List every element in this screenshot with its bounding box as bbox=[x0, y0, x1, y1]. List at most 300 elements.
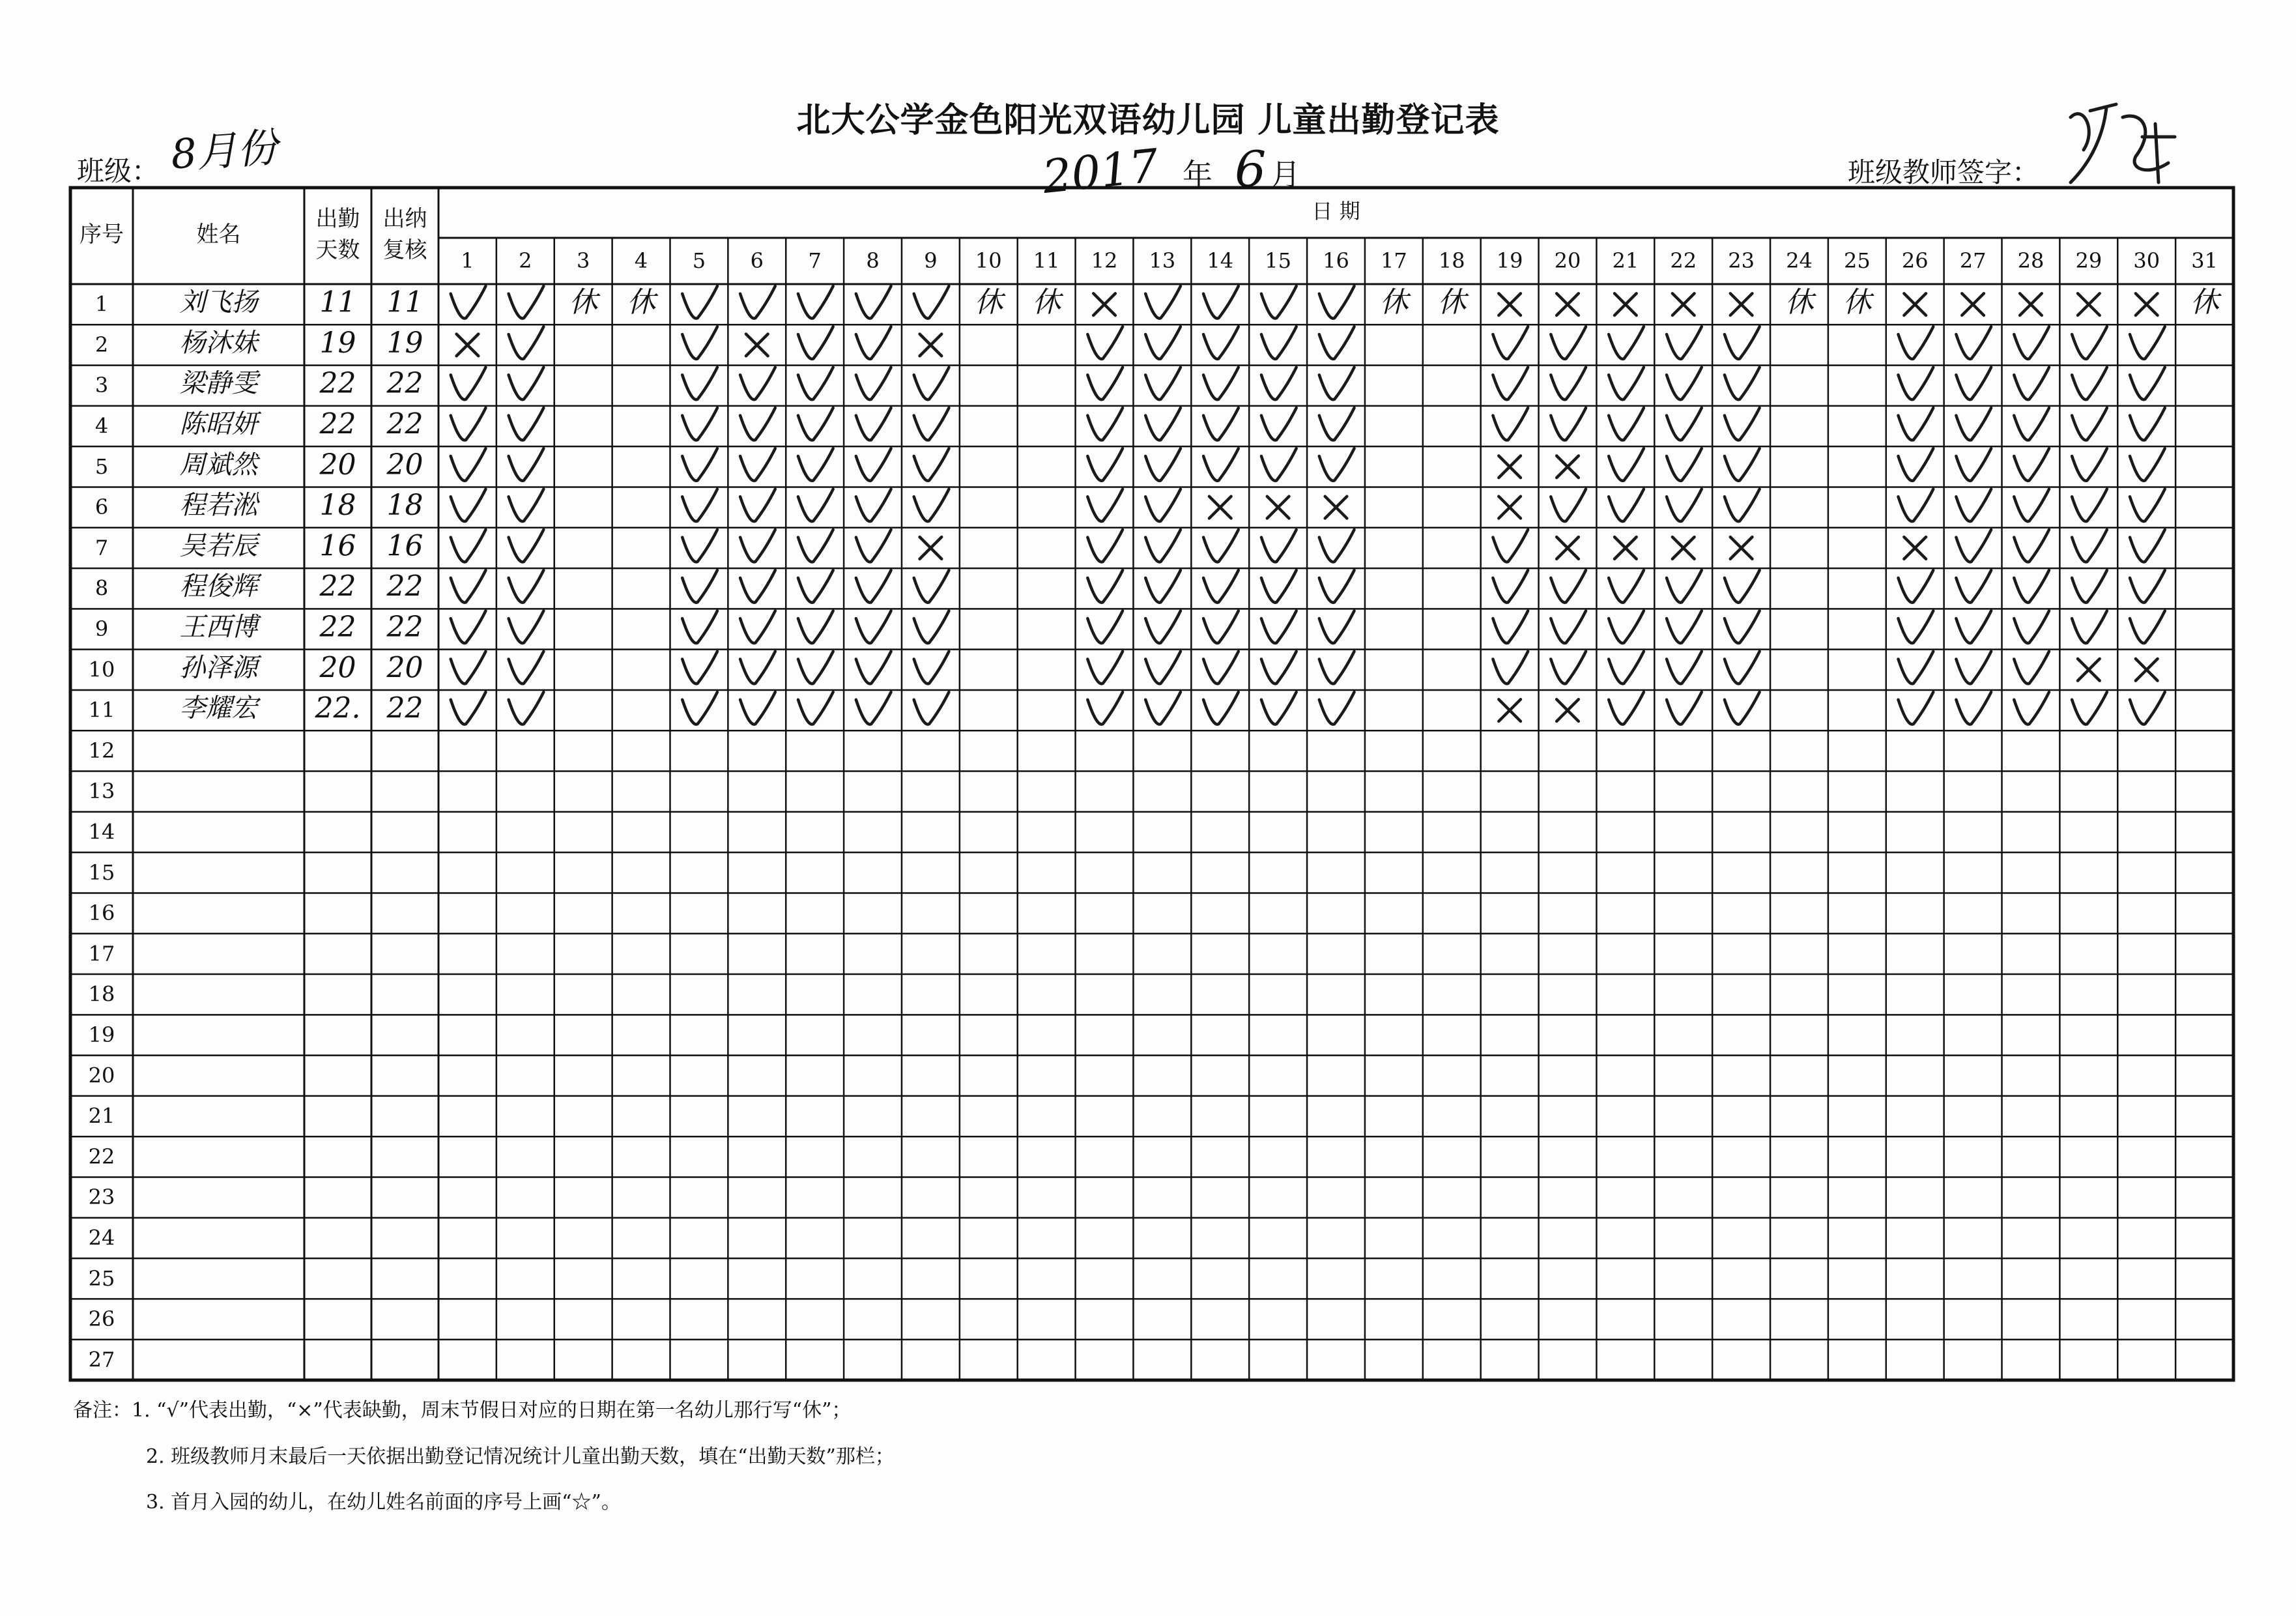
attend-days-value: 20 bbox=[319, 651, 356, 685]
day-number: 22 bbox=[1670, 248, 1697, 273]
check-mark bbox=[1956, 652, 1991, 684]
day-number: 17 bbox=[1381, 248, 1407, 273]
day-number: 27 bbox=[1959, 248, 1987, 273]
check-mark bbox=[1145, 570, 1181, 603]
check-mark bbox=[682, 611, 717, 643]
review-value: 18 bbox=[386, 489, 423, 523]
rest-day-mark: 休 bbox=[1785, 285, 1814, 319]
note-2: 2. 班级教师月末最后一天依据出勤登记情况统计儿童出勤天数，填在“出勤天数”那栏； bbox=[146, 1445, 895, 1468]
check-mark bbox=[798, 489, 833, 522]
check-mark bbox=[1493, 611, 1528, 643]
check-mark bbox=[451, 408, 486, 440]
review-value: 22 bbox=[386, 367, 423, 401]
check-mark bbox=[1261, 448, 1297, 481]
check-mark bbox=[1899, 326, 1934, 359]
day-number: 14 bbox=[1207, 248, 1234, 273]
check-mark bbox=[451, 286, 486, 319]
check-mark bbox=[682, 489, 717, 522]
check-mark bbox=[451, 652, 486, 684]
check-mark bbox=[740, 286, 775, 319]
check-mark bbox=[798, 448, 833, 481]
check-mark bbox=[1899, 408, 1934, 440]
check-mark bbox=[1609, 448, 1644, 481]
check-mark bbox=[682, 326, 717, 359]
attend-days-value: 18 bbox=[319, 489, 356, 523]
check-mark bbox=[2014, 692, 2049, 725]
review-value: 22 bbox=[386, 570, 423, 603]
check-mark bbox=[509, 326, 544, 359]
absent-mark bbox=[1499, 497, 1521, 519]
check-mark bbox=[1609, 368, 1644, 400]
check-mark bbox=[740, 611, 775, 643]
check-mark bbox=[1493, 408, 1528, 440]
check-mark bbox=[740, 692, 775, 725]
absent-mark bbox=[1267, 497, 1289, 519]
absent-mark bbox=[1672, 293, 1695, 315]
rest-day-mark: 休 bbox=[1437, 285, 1467, 319]
check-mark bbox=[914, 448, 949, 481]
check-mark bbox=[682, 408, 717, 440]
check-mark bbox=[2014, 611, 2049, 643]
day-number: 16 bbox=[1323, 248, 1349, 273]
check-mark bbox=[1956, 530, 1991, 562]
day-number: 20 bbox=[1554, 248, 1581, 273]
check-mark bbox=[2014, 368, 2049, 400]
check-mark bbox=[1493, 652, 1528, 684]
note-3: 3. 首月入园的幼儿，在幼儿姓名前面的序号上画“☆”。 bbox=[146, 1491, 621, 1514]
day-number: 23 bbox=[1728, 248, 1755, 273]
row-number: 17 bbox=[88, 941, 115, 966]
check-mark bbox=[1203, 611, 1239, 643]
check-mark bbox=[1899, 368, 1934, 400]
check-mark bbox=[2072, 530, 2107, 562]
check-mark bbox=[1203, 692, 1239, 725]
check-mark bbox=[509, 368, 544, 400]
attend-days-value: 20 bbox=[319, 448, 356, 482]
check-mark bbox=[856, 692, 891, 725]
check-mark bbox=[1087, 570, 1123, 603]
day-number: 29 bbox=[2075, 248, 2102, 273]
day-number: 2 bbox=[519, 248, 532, 273]
check-mark bbox=[914, 611, 949, 643]
check-mark bbox=[2130, 368, 2165, 400]
check-mark bbox=[682, 368, 717, 400]
child-name: 程若淞 bbox=[179, 490, 258, 521]
rest-day-mark: 休 bbox=[1379, 285, 1409, 319]
child-name: 吴若辰 bbox=[179, 530, 258, 561]
absent-mark bbox=[1672, 537, 1695, 559]
absent-mark bbox=[1557, 456, 1579, 478]
check-mark bbox=[1261, 326, 1297, 359]
review-value: 20 bbox=[386, 448, 423, 482]
attend-days-value: 22. bbox=[315, 691, 361, 725]
check-mark bbox=[856, 448, 891, 481]
check-mark bbox=[740, 570, 775, 603]
check-mark bbox=[451, 611, 486, 643]
check-mark bbox=[856, 570, 891, 603]
check-mark bbox=[1319, 530, 1355, 562]
check-mark bbox=[740, 408, 775, 440]
row-number: 27 bbox=[88, 1347, 115, 1372]
check-mark bbox=[1087, 489, 1123, 522]
check-mark bbox=[1145, 368, 1181, 400]
check-mark bbox=[1667, 692, 1702, 725]
check-mark bbox=[2130, 408, 2165, 440]
check-mark bbox=[1087, 408, 1123, 440]
header-name: 姓名 bbox=[196, 222, 241, 248]
check-mark bbox=[740, 530, 775, 562]
month-label: 月 bbox=[1270, 157, 1300, 192]
row-number: 24 bbox=[88, 1225, 115, 1250]
rest-day-mark: 休 bbox=[2190, 285, 2219, 319]
check-mark bbox=[798, 408, 833, 440]
row-number: 9 bbox=[94, 616, 109, 642]
check-mark bbox=[2072, 692, 2107, 725]
check-mark bbox=[1145, 489, 1181, 522]
review-value: 22 bbox=[386, 611, 423, 644]
day-number: 13 bbox=[1149, 248, 1176, 273]
absent-mark bbox=[1730, 293, 1753, 315]
check-mark bbox=[856, 286, 891, 319]
check-mark bbox=[740, 448, 775, 481]
header-date-group: 日 期 bbox=[1312, 199, 1360, 224]
check-mark bbox=[2130, 570, 2165, 603]
check-mark bbox=[1261, 286, 1297, 319]
check-mark bbox=[1725, 368, 1760, 400]
check-mark bbox=[2014, 570, 2049, 603]
check-mark bbox=[798, 326, 833, 359]
check-mark bbox=[1551, 326, 1586, 359]
absent-mark bbox=[1904, 293, 1926, 315]
day-number: 11 bbox=[1033, 248, 1060, 273]
day-number: 12 bbox=[1091, 248, 1118, 273]
check-mark bbox=[798, 652, 833, 684]
check-mark bbox=[1956, 448, 1991, 481]
class-label: 班级： bbox=[77, 155, 160, 187]
child-name: 王西博 bbox=[179, 612, 258, 642]
check-mark bbox=[798, 368, 833, 400]
check-mark bbox=[1145, 448, 1181, 481]
check-mark bbox=[1956, 489, 1991, 522]
day-number: 15 bbox=[1265, 248, 1291, 273]
check-mark bbox=[856, 530, 891, 562]
review-value: 16 bbox=[386, 529, 423, 563]
check-mark bbox=[856, 326, 891, 359]
check-mark bbox=[1145, 326, 1181, 359]
check-mark bbox=[1145, 530, 1181, 562]
check-mark bbox=[509, 692, 544, 725]
row-number: 19 bbox=[88, 1022, 115, 1047]
absent-mark bbox=[2136, 659, 2158, 681]
check-mark bbox=[1203, 326, 1239, 359]
row-number: 5 bbox=[94, 454, 109, 479]
check-mark bbox=[1145, 611, 1181, 643]
child-name: 周斌然 bbox=[179, 450, 258, 480]
check-mark bbox=[1319, 611, 1355, 643]
check-mark bbox=[1551, 611, 1586, 643]
check-mark bbox=[451, 692, 486, 725]
check-mark bbox=[1725, 570, 1760, 603]
check-mark bbox=[1899, 692, 1934, 725]
attend-days-value: 22 bbox=[319, 570, 356, 603]
check-mark bbox=[1493, 368, 1528, 400]
child-name: 程俊辉 bbox=[179, 571, 258, 602]
day-number: 3 bbox=[576, 248, 590, 273]
check-mark bbox=[856, 611, 891, 643]
check-mark bbox=[682, 530, 717, 562]
row-number: 10 bbox=[88, 657, 115, 682]
check-mark bbox=[2072, 570, 2107, 603]
check-mark bbox=[2130, 448, 2165, 481]
check-mark bbox=[914, 489, 949, 522]
row-number: 18 bbox=[88, 981, 115, 1007]
attend-days-value: 19 bbox=[319, 326, 356, 360]
check-mark bbox=[1899, 448, 1934, 481]
check-mark bbox=[1319, 570, 1355, 603]
attend-days-value: 22 bbox=[319, 407, 356, 441]
absent-mark bbox=[1557, 293, 1579, 315]
child-name: 陈昭妍 bbox=[179, 409, 258, 440]
attend-days-value: 22 bbox=[319, 367, 356, 401]
check-mark bbox=[798, 692, 833, 725]
check-mark bbox=[2014, 326, 2049, 359]
check-mark bbox=[1145, 652, 1181, 684]
rest-day-mark: 休 bbox=[1843, 285, 1872, 319]
rest-day-mark: 休 bbox=[1032, 285, 1061, 319]
check-mark bbox=[1725, 448, 1760, 481]
check-mark bbox=[1956, 692, 1991, 725]
review-value: 22 bbox=[386, 407, 423, 441]
check-mark bbox=[1261, 368, 1297, 400]
check-mark bbox=[1145, 286, 1181, 319]
check-mark bbox=[914, 652, 949, 684]
teacher-label: 班级教师签字： bbox=[1848, 156, 2040, 188]
check-mark bbox=[1319, 408, 1355, 440]
row-number: 3 bbox=[94, 373, 109, 398]
row-number: 22 bbox=[88, 1144, 115, 1169]
check-mark bbox=[1667, 570, 1702, 603]
check-mark bbox=[798, 286, 833, 319]
absent-mark bbox=[920, 537, 942, 559]
review-value: 11 bbox=[386, 285, 423, 319]
day-number: 30 bbox=[2133, 248, 2160, 273]
absent-mark bbox=[1499, 293, 1521, 315]
check-mark bbox=[1725, 326, 1760, 359]
day-number: 9 bbox=[924, 248, 938, 273]
check-mark bbox=[2130, 326, 2165, 359]
check-mark bbox=[2130, 530, 2165, 562]
check-mark bbox=[1667, 326, 1702, 359]
check-mark bbox=[1609, 611, 1644, 643]
check-mark bbox=[1667, 408, 1702, 440]
check-mark bbox=[856, 408, 891, 440]
absent-mark bbox=[1499, 699, 1521, 721]
check-mark bbox=[682, 286, 717, 319]
check-mark bbox=[1725, 611, 1760, 643]
check-mark bbox=[2072, 368, 2107, 400]
check-mark bbox=[1667, 448, 1702, 481]
row-number: 13 bbox=[88, 779, 115, 804]
check-mark bbox=[740, 368, 775, 400]
check-mark bbox=[451, 489, 486, 522]
row-number: 21 bbox=[88, 1103, 115, 1129]
child-name: 梁静雯 bbox=[179, 368, 258, 399]
check-mark bbox=[1667, 368, 1702, 400]
check-mark bbox=[2072, 489, 2107, 522]
check-mark bbox=[2072, 611, 2107, 643]
check-mark bbox=[682, 570, 717, 603]
header-attend-days: 天数 bbox=[315, 237, 360, 263]
day-number: 18 bbox=[1438, 248, 1465, 273]
check-mark bbox=[1956, 408, 1991, 440]
check-mark bbox=[1956, 611, 1991, 643]
check-mark bbox=[2014, 408, 2049, 440]
check-mark bbox=[1261, 408, 1297, 440]
day-number: 8 bbox=[866, 248, 880, 273]
absent-mark bbox=[1730, 537, 1753, 559]
review-value: 20 bbox=[386, 651, 423, 685]
year-label: 年 bbox=[1183, 157, 1213, 192]
check-mark bbox=[682, 692, 717, 725]
row-number: 11 bbox=[88, 697, 115, 723]
check-mark bbox=[1203, 570, 1239, 603]
check-mark bbox=[1609, 489, 1644, 522]
check-mark bbox=[682, 448, 717, 481]
row-number: 6 bbox=[94, 495, 109, 520]
child-name: 杨沐妹 bbox=[179, 328, 258, 358]
check-mark bbox=[1609, 570, 1644, 603]
absent-mark bbox=[1614, 293, 1637, 315]
check-mark bbox=[1725, 489, 1760, 522]
check-mark bbox=[451, 448, 486, 481]
check-mark bbox=[509, 448, 544, 481]
absent-mark bbox=[1557, 537, 1579, 559]
absent-mark bbox=[2078, 293, 2100, 315]
check-mark bbox=[2014, 489, 2049, 522]
check-mark bbox=[1609, 326, 1644, 359]
check-mark bbox=[1551, 489, 1586, 522]
child-name: 刘飞扬 bbox=[179, 287, 258, 318]
check-mark bbox=[798, 530, 833, 562]
check-mark bbox=[1087, 368, 1123, 400]
check-mark bbox=[1551, 368, 1586, 400]
row-number: 12 bbox=[88, 738, 115, 763]
check-mark bbox=[1319, 326, 1355, 359]
check-mark bbox=[1899, 652, 1934, 684]
check-mark bbox=[1956, 326, 1991, 359]
row-number: 25 bbox=[88, 1265, 115, 1291]
day-number: 7 bbox=[808, 248, 822, 273]
row-number: 7 bbox=[94, 535, 109, 560]
check-mark bbox=[509, 530, 544, 562]
check-mark bbox=[1319, 286, 1355, 319]
day-number: 10 bbox=[975, 248, 1002, 273]
absent-mark bbox=[1962, 293, 1984, 315]
check-mark bbox=[1493, 326, 1528, 359]
child-name: 李耀宏 bbox=[179, 693, 258, 724]
check-mark bbox=[1087, 692, 1123, 725]
check-mark bbox=[1551, 408, 1586, 440]
check-mark bbox=[798, 611, 833, 643]
day-number: 5 bbox=[692, 248, 706, 273]
row-number: 20 bbox=[88, 1063, 115, 1088]
check-mark bbox=[1956, 570, 1991, 603]
check-mark bbox=[1261, 570, 1297, 603]
check-mark bbox=[509, 408, 544, 440]
header-review: 复核 bbox=[382, 237, 427, 263]
day-number: 28 bbox=[2017, 248, 2045, 273]
check-mark bbox=[1261, 652, 1297, 684]
check-mark bbox=[2072, 326, 2107, 359]
row-number: 8 bbox=[94, 575, 109, 601]
check-mark bbox=[914, 286, 949, 319]
row-number: 4 bbox=[94, 413, 109, 439]
check-mark bbox=[451, 570, 486, 603]
check-mark bbox=[509, 286, 544, 319]
rest-day-mark: 休 bbox=[569, 285, 598, 319]
check-mark bbox=[509, 489, 544, 522]
class-value: 8月份 bbox=[169, 123, 280, 179]
day-number: 4 bbox=[634, 248, 648, 273]
check-mark bbox=[509, 652, 544, 684]
review-value: 22 bbox=[386, 691, 423, 725]
absent-mark bbox=[2078, 659, 2100, 681]
check-mark bbox=[856, 489, 891, 522]
check-mark bbox=[1203, 448, 1239, 481]
day-number: 6 bbox=[750, 248, 764, 273]
row-number: 1 bbox=[94, 291, 109, 317]
check-mark bbox=[1493, 530, 1528, 562]
attend-days-value: 11 bbox=[319, 285, 356, 319]
attend-days-value: 22 bbox=[319, 611, 356, 644]
row-number: 15 bbox=[88, 859, 115, 885]
day-number: 31 bbox=[2191, 248, 2218, 273]
day-number: 21 bbox=[1612, 248, 1639, 273]
check-mark bbox=[2014, 530, 2049, 562]
check-mark bbox=[509, 570, 544, 603]
header-review: 出纳 bbox=[382, 206, 427, 232]
check-mark bbox=[2014, 448, 2049, 481]
absent-mark bbox=[2020, 293, 2042, 315]
check-mark bbox=[914, 368, 949, 400]
check-mark bbox=[1145, 408, 1181, 440]
check-mark bbox=[1319, 692, 1355, 725]
check-mark bbox=[1145, 692, 1181, 725]
check-mark bbox=[1319, 448, 1355, 481]
header-attend-days: 出勤 bbox=[315, 206, 360, 232]
rest-day-mark: 休 bbox=[627, 285, 656, 319]
day-number: 25 bbox=[1843, 248, 1871, 273]
check-mark bbox=[509, 611, 544, 643]
check-mark bbox=[1319, 368, 1355, 400]
check-mark bbox=[1899, 570, 1934, 603]
check-mark bbox=[1899, 489, 1934, 522]
month-value: 6 bbox=[1235, 140, 1267, 198]
check-mark bbox=[914, 408, 949, 440]
check-mark bbox=[1493, 570, 1528, 603]
absent-mark bbox=[1904, 537, 1926, 559]
check-mark bbox=[1956, 368, 1991, 400]
attend-days-value: 16 bbox=[319, 529, 356, 563]
check-mark bbox=[1203, 286, 1239, 319]
absent-mark bbox=[746, 334, 768, 356]
check-mark bbox=[2014, 652, 2049, 684]
row-number: 23 bbox=[88, 1185, 115, 1210]
header-seq: 序号 bbox=[79, 222, 124, 248]
day-number: 26 bbox=[1901, 248, 1929, 273]
check-mark bbox=[1725, 652, 1760, 684]
check-mark bbox=[1261, 692, 1297, 725]
